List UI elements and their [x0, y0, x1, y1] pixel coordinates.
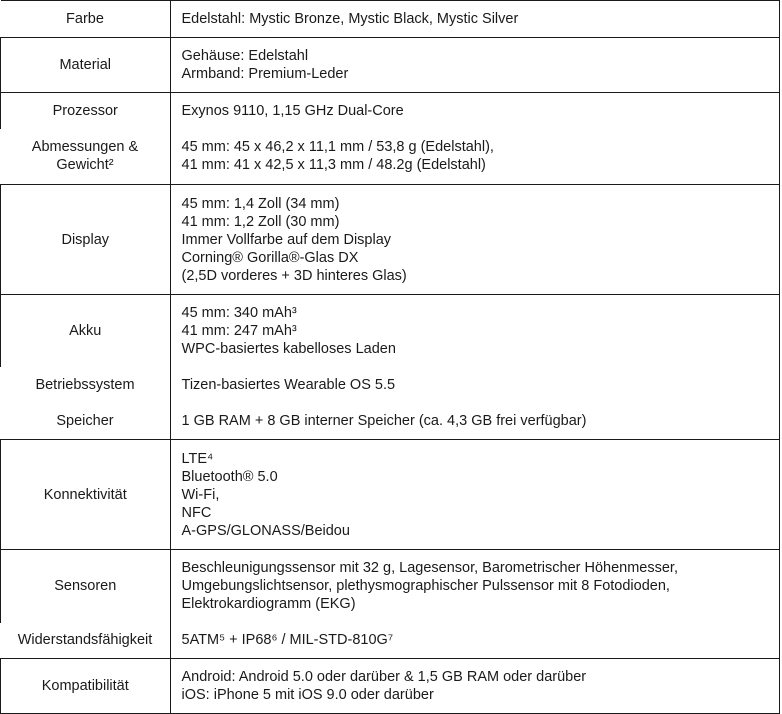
spec-value-line: 41 mm: 1,2 Zoll (30 mm)	[181, 213, 340, 230]
spec-value-line: iOS: iPhone 5 mit iOS 9.0 oder darüber	[181, 687, 434, 703]
table-row	[1, 440, 780, 550]
spec-value-line: Exynos 9110, 1,15 GHz Dual-Core	[181, 102, 404, 119]
spec-value-line: A-GPS/GLONASS/Beidou	[181, 522, 350, 539]
table-row	[1, 295, 780, 367]
spec-value-line: 45 mm: 1,4 Zoll (34 mm)	[181, 195, 340, 212]
spec-value-betriebssystem	[170, 367, 780, 403]
spec-value-line: Umgebungslichtsensor, plethysmographischer Pulssensor mit 8 Fotodioden,	[181, 578, 670, 595]
spec-value-line: NFC	[181, 504, 212, 521]
spec-value-kompatibilitaet	[170, 659, 780, 714]
spec-value-material	[170, 38, 780, 93]
spec-value-line: Tizen-basiertes Wearable OS 5.5	[181, 376, 396, 393]
spec-value-line: LTE⁴	[181, 450, 214, 467]
spec-value-line: (2,5D vorderes + 3D hinteres Glas)	[181, 267, 407, 284]
spec-value-farbe	[170, 1, 780, 38]
spec-value-widerstandsfaehigkeit	[170, 623, 780, 659]
spec-value-line: 41 mm: 41 x 42,5 x 11,3 mm / 48.2g (Edelstahl)	[181, 157, 486, 174]
spec-label-konnektivitaet: Konnektivität	[1, 440, 171, 550]
spec-value-line: Elektrokardiogramm (EKG)	[181, 596, 356, 613]
spec-value-line: Bluetooth® 5.0	[181, 468, 278, 485]
table-row	[1, 403, 780, 440]
table-row	[1, 185, 780, 295]
table-row	[1, 367, 780, 403]
spec-value-line: Edelstahl: Mystic Bronze, Mystic Black, Mystic Silver	[181, 11, 519, 27]
spec-label-widerstandsfaehigkeit: Widerstandsfähigkeit	[1, 623, 171, 659]
table-row	[1, 623, 780, 659]
spec-value-line: 5ATM⁵ + IP68⁶ / MIL-STD-810G⁷	[181, 632, 394, 649]
spec-value-display	[170, 185, 780, 295]
spec-label-akku: Akku	[1, 295, 171, 367]
spec-value-prozessor	[170, 93, 780, 129]
spec-value-line: Beschleunigungssensor mit 32 g, Lagesensor, Barometrischer Höhenmesser,	[181, 560, 678, 577]
spec-value-line: 1 GB RAM + 8 GB interner Speicher (ca. 4,3 GB frei verfügbar)	[181, 412, 587, 429]
spec-value-line: 45 mm: 340 mAh³	[181, 304, 297, 321]
table-row	[1, 129, 780, 185]
spec-value-abmessungen	[170, 129, 780, 185]
spec-value-line: Android: Android 5.0 oder darüber & 1,5 GB RAM oder darüber	[181, 669, 587, 685]
spec-value-sensoren	[170, 550, 780, 623]
spec-value-line: Corning® Gorilla®-Glas DX	[181, 249, 359, 266]
spec-value-speicher	[170, 403, 780, 440]
spec-value-line: Wi-Fi,	[181, 486, 220, 503]
spec-value-konnektivitaet	[170, 440, 780, 550]
spec-value-line: WPC-basiertes kabelloses Laden	[181, 340, 396, 357]
spec-value-line: Armband: Premium-Leder	[181, 66, 349, 82]
spec-label-material: Material	[1, 38, 171, 93]
table-row	[1, 659, 780, 714]
spec-label-speicher: Speicher	[1, 403, 171, 440]
spec-label-kompatibilitaet: Kompatibilität	[1, 659, 171, 714]
table-row	[1, 93, 780, 129]
spec-value-line: 45 mm: 45 x 46,2 x 11,1 mm / 53,8 g (Edelstahl),	[181, 139, 494, 156]
spec-label-farbe: Farbe	[1, 1, 171, 38]
spec-value-akku	[170, 295, 780, 367]
spec-value-line: Immer Vollfarbe auf dem Display	[181, 231, 392, 248]
spec-value-line: 41 mm: 247 mAh³	[181, 322, 297, 339]
spec-label-sensoren: Sensoren	[1, 550, 171, 623]
table-row	[1, 550, 780, 623]
table-row	[1, 1, 780, 38]
spec-label-display: Display	[1, 185, 171, 295]
spec-label-betriebssystem: Betriebssystem	[1, 367, 171, 403]
table-row	[1, 38, 780, 93]
spec-value-line: Gehäuse: Edelstahl	[181, 48, 309, 64]
spec-label-prozessor: Prozessor	[1, 93, 171, 129]
spec-label-abmessungen: Abmessungen & Gewicht²	[1, 129, 171, 185]
